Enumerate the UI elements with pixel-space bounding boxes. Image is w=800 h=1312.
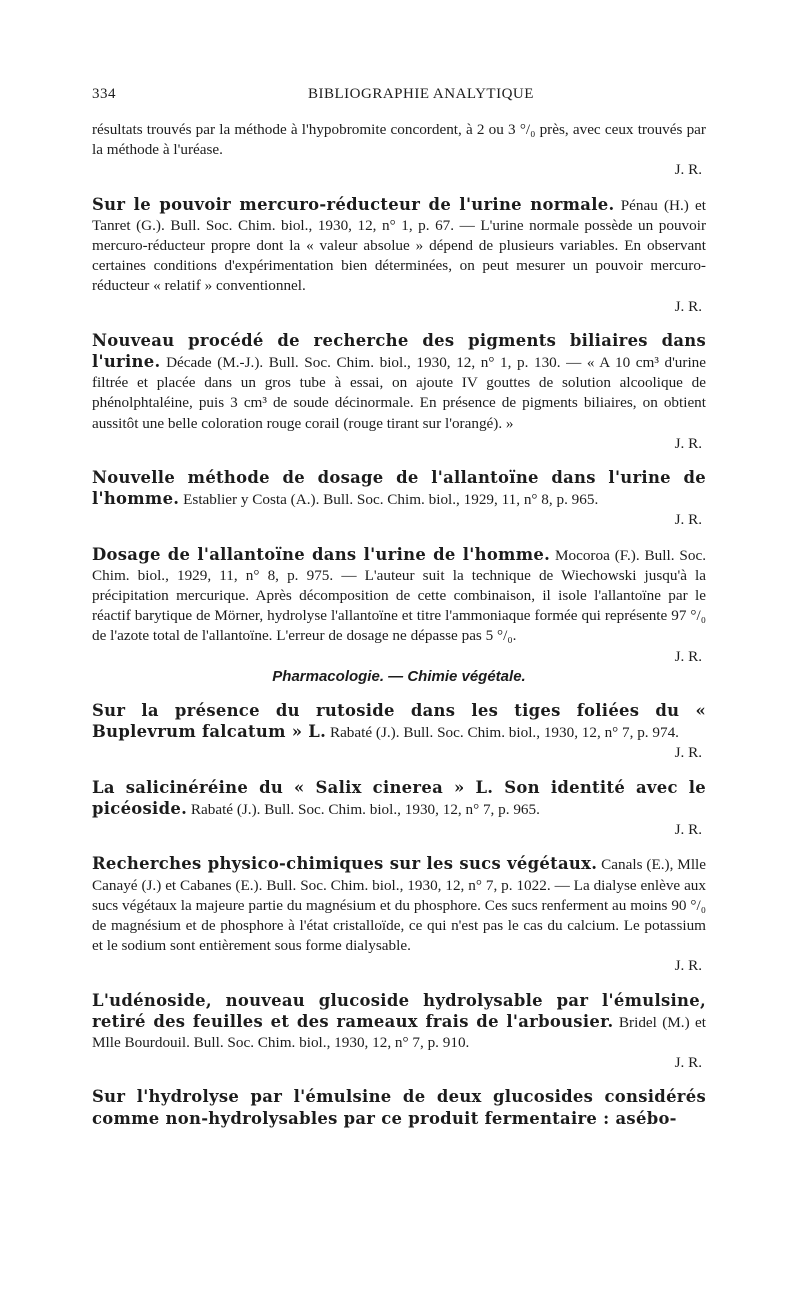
entry-reference: Rabaté (J.). Bull. Soc. Chim. biol., 1930, 12, n° 7, p. 965. — [190, 800, 540, 818]
running-title: BIBLIOGRAPHIE ANALYTIQUE — [308, 86, 534, 102]
entry-title: L'udénoside, nouveau glucoside hydrolysable par l'émulsine, retiré des feuilles et des rameaux frais de l'arbousier. — [92, 990, 706, 1031]
entry-title: Nouvelle méthode de dosage de l'allantoïne dans l'urine de l'homme. — [92, 468, 706, 509]
bibliography-entry — [92, 468, 706, 531]
bibliography-entry — [92, 1087, 706, 1129]
signature: J. R. — [674, 511, 702, 529]
entry-title: La salicinéréine du « Salix cinerea » L. Son identité avec le picéoside. — [92, 777, 706, 818]
entry-abstract: — L'urine normale possède un pouvoir mercuro-réducteur propre dont la « valeur absolue » dépend de plusieurs variables. En observant certaines conditions d'expérimentation bien déterminées, on peut mesurer un pouvoir mercuro-réducteur « relatif » conventionnel. — [92, 216, 707, 295]
bibliography-entry — [92, 991, 706, 1074]
entry-reference: Pénau (H.) et Tanret (G.). Bull. Soc. Chim. biol., 1930, 12, n° 1, p. 67. — [92, 196, 706, 234]
signature: J. R. — [674, 297, 702, 315]
entry-title: Nouveau procédé de recherche des pigments biliaires dans l'urine. — [92, 330, 706, 372]
page-number: 334 — [92, 86, 116, 102]
bibliography-entry — [92, 195, 706, 317]
entry-title: Dosage de l'allantoïne dans l'urine de l'homme. — [92, 544, 551, 564]
entry-title: Sur la présence du rutoside dans les tiges foliées du « Buplevrum falcatum » L. — [92, 701, 706, 742]
signature: J. R. — [674, 434, 702, 452]
section-heading: Pharmacologie. — Chimie végétale. — [272, 667, 526, 685]
bibliography-entry — [92, 545, 706, 667]
entry-abstract: — « A 10 cm³ d'urine filtrée et placée dans un gros tube à essai, on ajoute IV gouttes de solution alcoolique de phénolphtaléine, puis 3 cm³ de soude décinormale. En présence de pigments biliaires, on obtient aussitôt une belle coloration rouge corail (rouge tirant sur l'orangé). » — [92, 354, 707, 432]
signature: J. R. — [674, 161, 702, 179]
signature: J. R. — [674, 647, 702, 665]
entry-title: Sur l'hydrolyse par l'émulsine de deux glucosides considérés comme non-hydrolysables par ce produit fermentaire : asébo- — [92, 1087, 706, 1128]
page-body — [92, 120, 706, 1130]
entry-title: Recherches physico-chimiques sur les sucs végétaux. — [92, 854, 598, 874]
entry-reference: Rabaté (J.). Bull. Soc. Chim. biol., 1930, 12, n° 7, p. 974. — [329, 724, 679, 742]
entry-reference: Canals (E.), Mlle Canayé (J.) et Cabanes (E.). Bull. Soc. Chim. biol., 1930, 12, n° 7, p. 1022. — [92, 856, 706, 894]
entry-reference: Bridel (M.) et Mlle Bourdouil. Bull. Soc. Chim. biol., 1930, 12, n° 7, p. 910. — [92, 1013, 707, 1051]
bibliography-entry — [92, 701, 706, 764]
entry-abstract: — L'auteur suit la technique de Wiechowski jusqu'à la précipitation mercurique. Après décomposition de cette combinaison, il isole l'allantoïne par le réactif barytique de Mörner, hydrolyse l'allantoïne et titre l'ammoniaque formée qui représente 97 °/₀ de l'azote total de l'allantoïne. L'erreur de dosage ne dépasse pas 5 °/₀. — [92, 566, 707, 645]
bibliography-entry — [92, 854, 706, 976]
entry-abstract: — La dialyse enlève aux sucs végétaux la majeure partie du magnésium et du phosphore. Ces sucs renferment au moins 90 °/₀ de magnésium et de phosphore à l'état cristalloïde, ce qui n'est pas le cas du calcium. Le potassium et le sodium sont entièrement sous forme dialysable. — [92, 876, 706, 955]
bibliography-entry — [92, 331, 706, 454]
entry-title: Sur le pouvoir mercuro-réducteur de l'urine normale. — [92, 194, 615, 214]
entry-reference: Establier y Costa (A.). Bull. Soc. Chim. biol., 1929, 11, n° 8, p. 965. — [183, 491, 599, 509]
intro-paragraph — [92, 120, 706, 160]
signature: J. R. — [674, 1054, 702, 1072]
signature: J. R. — [674, 821, 702, 839]
signature: J. R. — [674, 744, 702, 762]
bibliography-entry — [92, 778, 706, 841]
entry-reference: Mocoroa (F.). Bull. Soc. Chim. biol., 1929, 11, n° 8, p. 975. — [92, 546, 706, 584]
entry-reference: Décade (M.-J.). Bull. Soc. Chim. biol., 1930, 12, n° 1, p. 130. — [166, 354, 561, 372]
intro-text: résultats trouvés par la méthode à l'hypobromite concordent, à 2 ou 3 °/₀ près, avec ceux trouvés par la méthode à l'uréase. — [92, 121, 706, 159]
signature: J. R. — [674, 957, 702, 975]
